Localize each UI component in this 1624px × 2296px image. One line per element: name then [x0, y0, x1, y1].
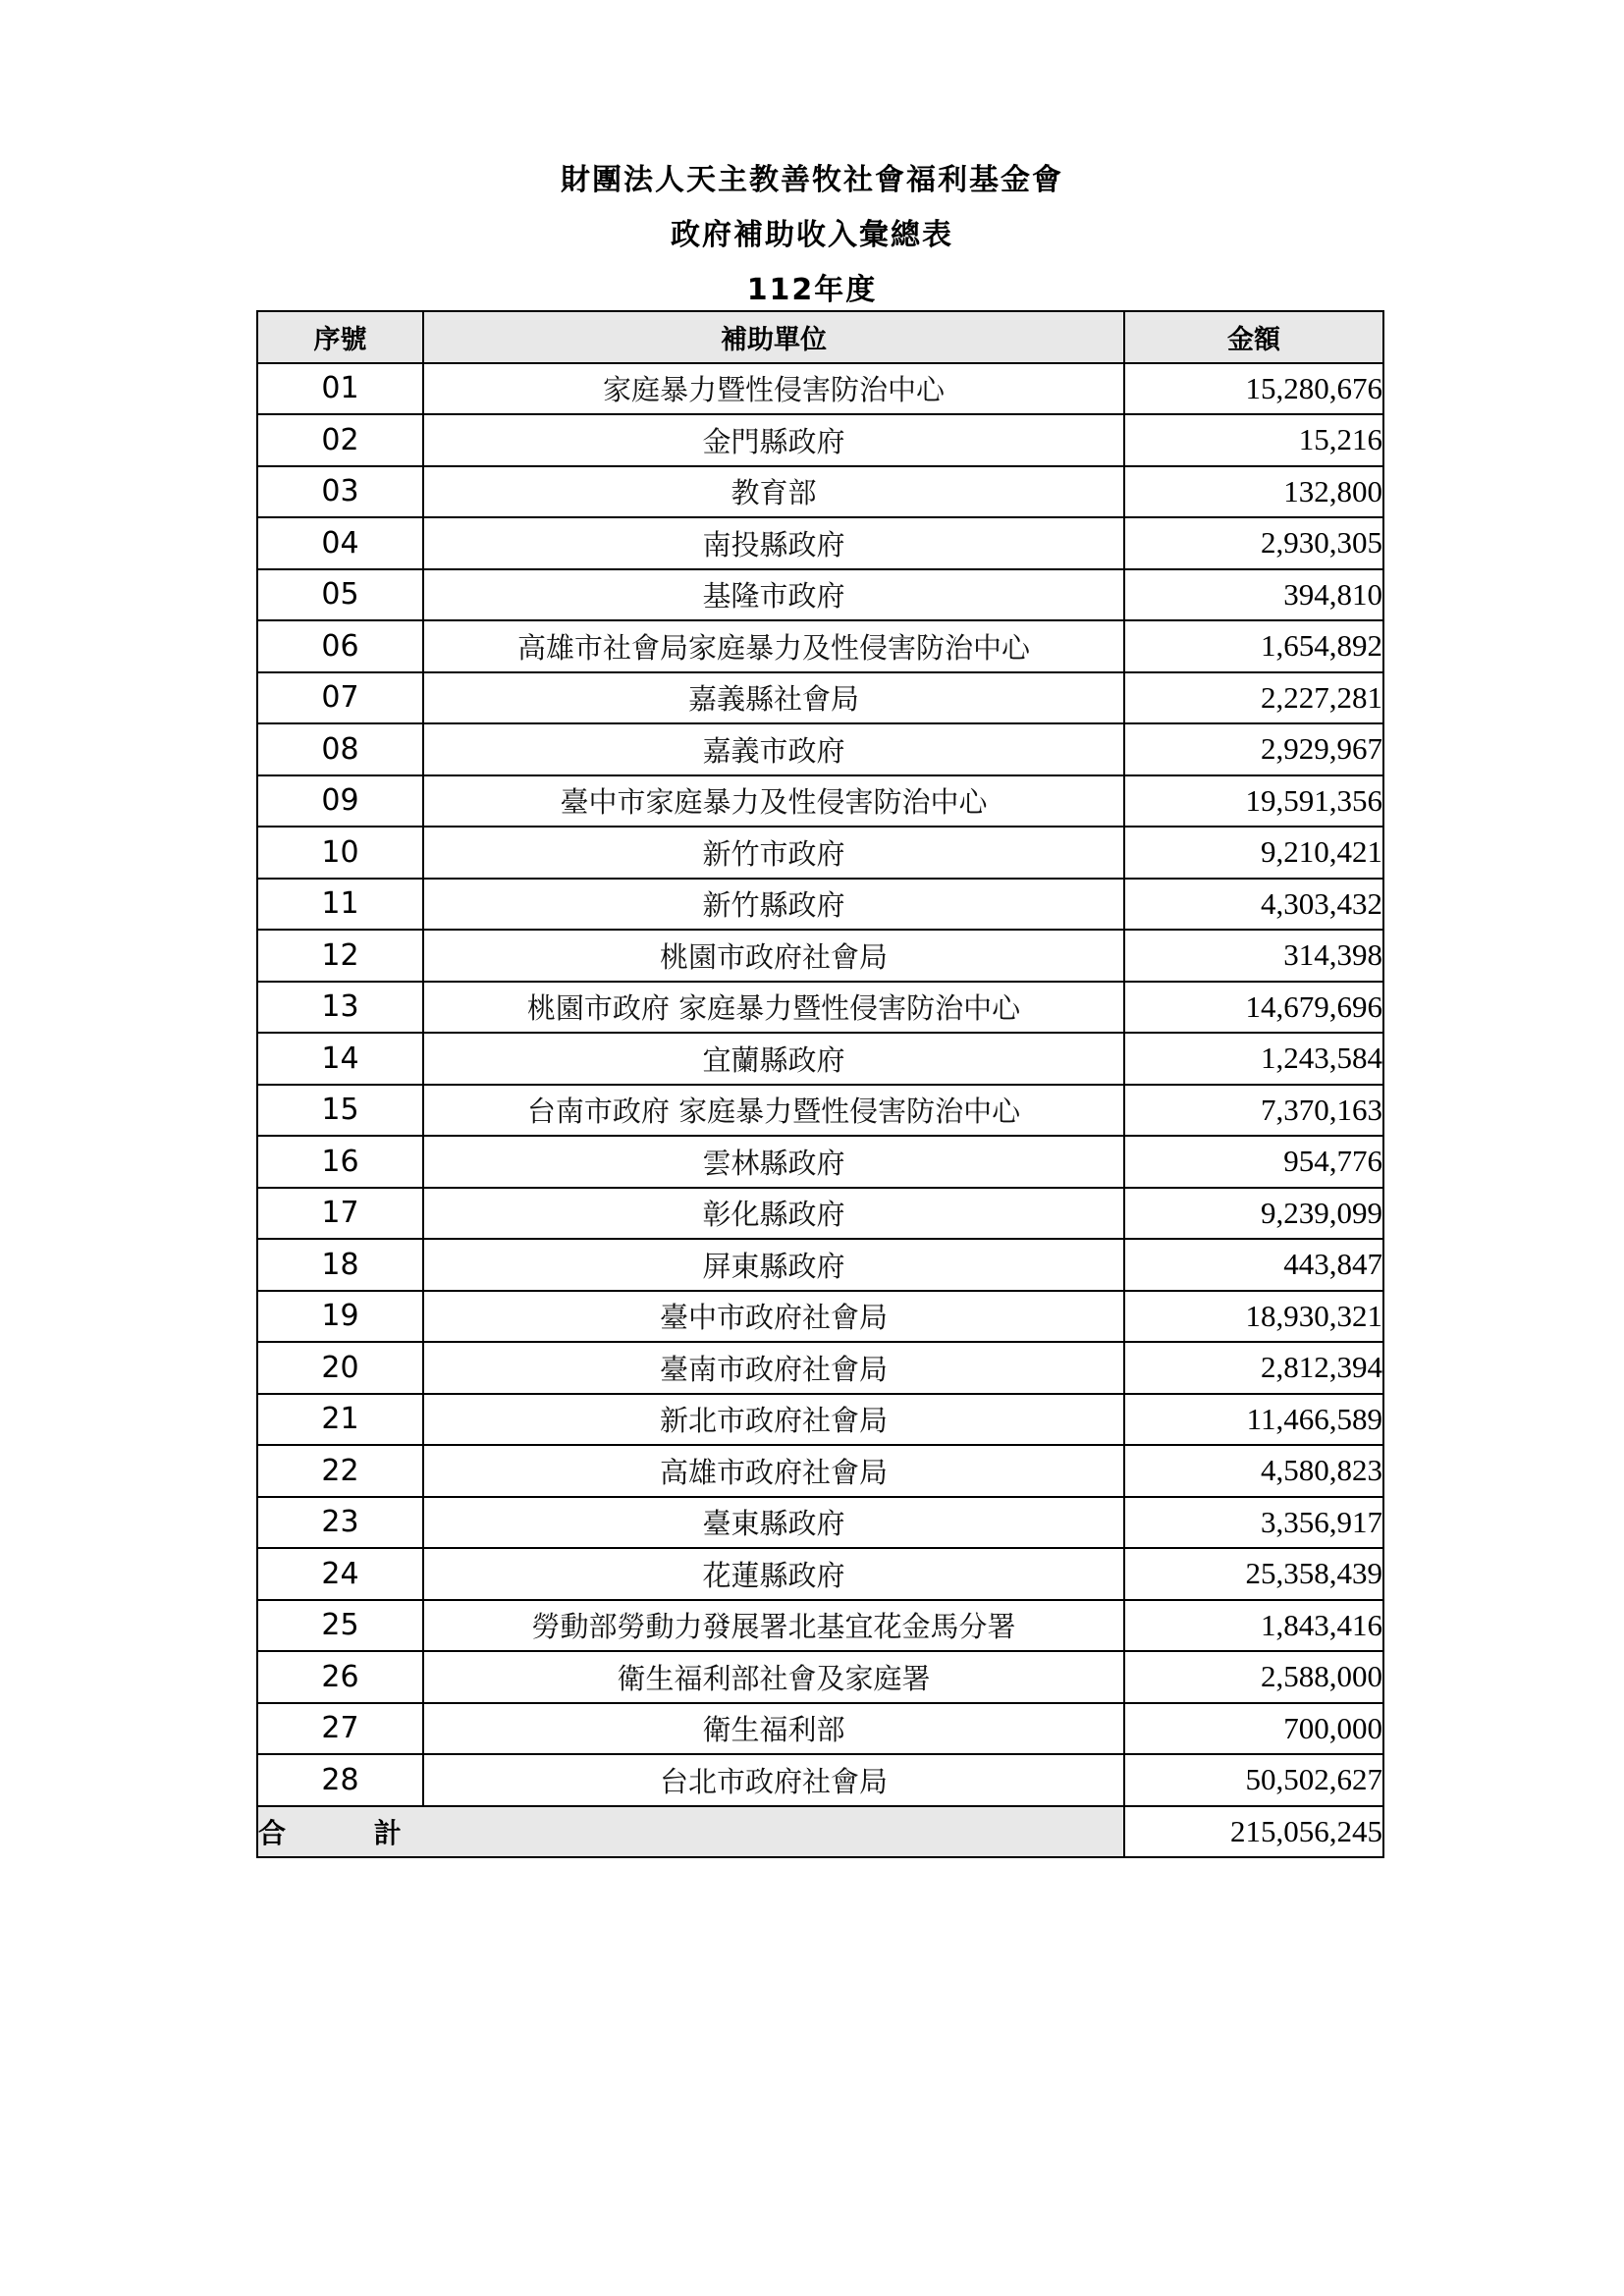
table-row: [257, 363, 1383, 415]
row-number: 27: [257, 1703, 423, 1755]
header-unit: 補助單位: [423, 311, 1124, 363]
row-unit: 新竹市政府: [423, 827, 1124, 879]
row-number: 21: [257, 1394, 423, 1446]
row-number: 08: [257, 723, 423, 775]
row-amount: 132,800: [1124, 466, 1383, 518]
row-amount: 700,000: [1124, 1703, 1383, 1755]
row-amount: 19,591,356: [1124, 775, 1383, 828]
row-amount: 7,370,163: [1124, 1085, 1383, 1137]
table-row: [257, 1394, 1383, 1446]
row-amount: 1,654,892: [1124, 620, 1383, 672]
row-amount: 443,847: [1124, 1239, 1383, 1291]
row-amount: 9,239,099: [1124, 1188, 1383, 1240]
row-number: 16: [257, 1136, 423, 1188]
row-amount: 25,358,439: [1124, 1548, 1383, 1600]
row-amount: 1,243,584: [1124, 1033, 1383, 1085]
row-number: 06: [257, 620, 423, 672]
row-amount: 18,930,321: [1124, 1291, 1383, 1343]
table-row: [257, 723, 1383, 775]
row-unit: 衛生福利部社會及家庭署: [423, 1651, 1124, 1703]
fiscal-year: 112年度: [746, 273, 878, 307]
total-row: [257, 1806, 1383, 1858]
row-amount: 2,227,281: [1124, 672, 1383, 724]
table-row: [257, 1497, 1383, 1549]
row-unit: 南投縣政府: [423, 517, 1124, 569]
row-amount: 3,356,917: [1124, 1497, 1383, 1549]
table-row: [257, 1033, 1383, 1085]
row-amount: 1,843,416: [1124, 1600, 1383, 1652]
table-row: [257, 569, 1383, 621]
table-row: [257, 466, 1383, 518]
row-number: 10: [257, 827, 423, 879]
row-number: 04: [257, 517, 423, 569]
table-row: [257, 930, 1383, 982]
total-label: 合 計: [257, 1806, 1124, 1858]
report-title: 政府補助收入彙總表: [671, 218, 953, 252]
row-number: 12: [257, 930, 423, 982]
row-amount: 2,588,000: [1124, 1651, 1383, 1703]
row-unit: 台南市政府 家庭暴力暨性侵害防治中心: [423, 1085, 1124, 1137]
row-amount: 4,303,432: [1124, 879, 1383, 931]
row-amount: 9,210,421: [1124, 827, 1383, 879]
row-amount: 314,398: [1124, 930, 1383, 982]
row-amount: 394,810: [1124, 569, 1383, 621]
table-row: [257, 879, 1383, 931]
row-unit: 家庭暴力暨性侵害防治中心: [423, 363, 1124, 415]
table-row: [257, 414, 1383, 466]
row-amount: 2,930,305: [1124, 517, 1383, 569]
table-row: [257, 517, 1383, 569]
row-number: 23: [257, 1497, 423, 1549]
table-row: [257, 620, 1383, 672]
row-unit: 臺東縣政府: [423, 1497, 1124, 1549]
subsidy-table: [256, 310, 1384, 1858]
table-row: [257, 672, 1383, 724]
row-number: 05: [257, 569, 423, 621]
row-unit: 桃園市政府 家庭暴力暨性侵害防治中心: [423, 982, 1124, 1034]
row-unit: 彰化縣政府: [423, 1188, 1124, 1240]
title-block: [0, 153, 1624, 318]
row-amount: 11,466,589: [1124, 1394, 1383, 1446]
table-body: [257, 363, 1383, 1806]
table-row: [257, 1239, 1383, 1291]
row-number: 22: [257, 1445, 423, 1497]
row-unit: 花蓮縣政府: [423, 1548, 1124, 1600]
row-amount: 4,580,823: [1124, 1445, 1383, 1497]
row-unit: 新北市政府社會局: [423, 1394, 1124, 1446]
row-unit: 基隆市政府: [423, 569, 1124, 621]
row-amount: 14,679,696: [1124, 982, 1383, 1034]
row-number: 18: [257, 1239, 423, 1291]
row-unit: 屏東縣政府: [423, 1239, 1124, 1291]
row-amount: 50,502,627: [1124, 1754, 1383, 1806]
row-unit: 桃園市政府社會局: [423, 930, 1124, 982]
table-row: [257, 1291, 1383, 1343]
row-unit: 臺中市政府社會局: [423, 1291, 1124, 1343]
row-number: 13: [257, 982, 423, 1034]
row-amount: 2,812,394: [1124, 1342, 1383, 1394]
table-row: [257, 1548, 1383, 1600]
row-unit: 勞動部勞動力發展署北基宜花金馬分署: [423, 1600, 1124, 1652]
table-row: [257, 1445, 1383, 1497]
table-row: [257, 982, 1383, 1034]
row-number: 03: [257, 466, 423, 518]
table-row: [257, 1754, 1383, 1806]
row-unit: 高雄市政府社會局: [423, 1445, 1124, 1497]
row-unit: 金門縣政府: [423, 414, 1124, 466]
row-unit: 台北市政府社會局: [423, 1754, 1124, 1806]
row-amount: 15,216: [1124, 414, 1383, 466]
row-number: 24: [257, 1548, 423, 1600]
table-row: [257, 827, 1383, 879]
table-row: [257, 1600, 1383, 1652]
total-amount: 215,056,245: [1124, 1806, 1383, 1858]
row-number: 02: [257, 414, 423, 466]
row-unit: 雲林縣政府: [423, 1136, 1124, 1188]
row-unit: 宜蘭縣政府: [423, 1033, 1124, 1085]
row-number: 17: [257, 1188, 423, 1240]
row-unit: 高雄市社會局家庭暴力及性侵害防治中心: [423, 620, 1124, 672]
row-number: 09: [257, 775, 423, 828]
table-row: [257, 1342, 1383, 1394]
header-amount: 金額: [1124, 311, 1383, 363]
header-no: 序號: [257, 311, 423, 363]
row-number: 25: [257, 1600, 423, 1652]
row-number: 28: [257, 1754, 423, 1806]
row-unit: 新竹縣政府: [423, 879, 1124, 931]
row-number: 19: [257, 1291, 423, 1343]
row-amount: 15,280,676: [1124, 363, 1383, 415]
row-unit: 臺南市政府社會局: [423, 1342, 1124, 1394]
row-unit: 臺中市家庭暴力及性侵害防治中心: [423, 775, 1124, 828]
row-number: 07: [257, 672, 423, 724]
table-row: [257, 775, 1383, 828]
row-amount: 954,776: [1124, 1136, 1383, 1188]
row-amount: 2,929,967: [1124, 723, 1383, 775]
row-unit: 教育部: [423, 466, 1124, 518]
table-header-row: [257, 311, 1383, 363]
row-unit: 嘉義縣社會局: [423, 672, 1124, 724]
table-row: [257, 1085, 1383, 1137]
row-number: 15: [257, 1085, 423, 1137]
table-row: [257, 1703, 1383, 1755]
row-number: 14: [257, 1033, 423, 1085]
row-number: 26: [257, 1651, 423, 1703]
row-number: 01: [257, 363, 423, 415]
table-row: [257, 1136, 1383, 1188]
row-unit: 衛生福利部: [423, 1703, 1124, 1755]
row-unit: 嘉義市政府: [423, 723, 1124, 775]
row-number: 11: [257, 879, 423, 931]
table-row: [257, 1651, 1383, 1703]
organization-title: 財團法人天主教善牧社會福利基金會: [561, 163, 1063, 197]
table-row: [257, 1188, 1383, 1240]
row-number: 20: [257, 1342, 423, 1394]
